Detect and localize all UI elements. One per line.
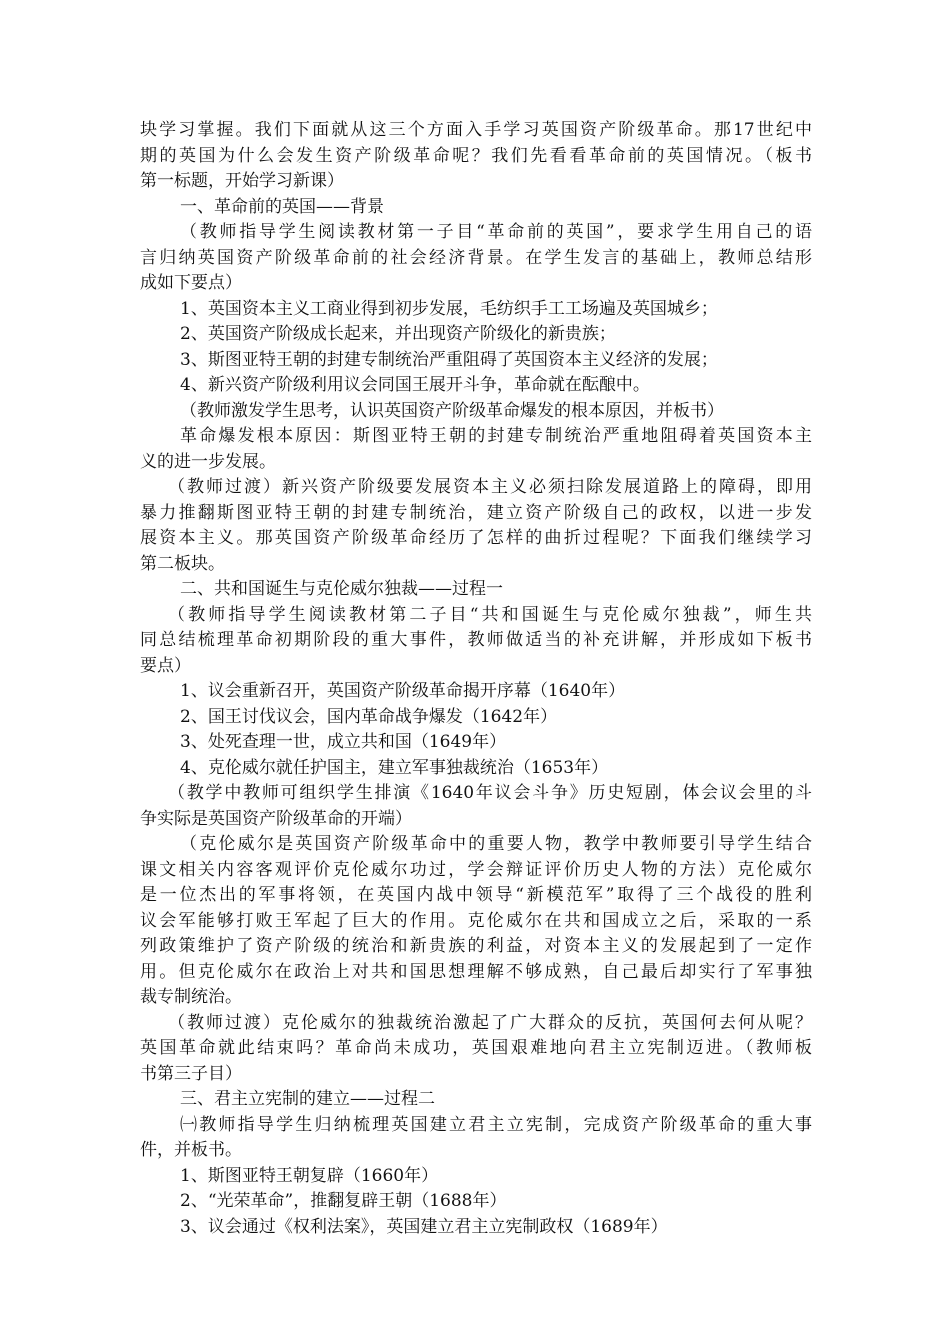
section-heading-1 <box>140 195 812 221</box>
text-line: （教学中教师可组织学生排演《1640年议会斗争》历史短剧，体会议会里的斗 <box>168 783 812 803</box>
point-3-3 <box>140 1215 812 1241</box>
intro-paragraph <box>140 118 812 195</box>
text-line: 列政策维护了资产阶级的统治和新贵族的利益，对资本主义的发展起到了一定作 <box>140 936 812 956</box>
text-line: （教师激发学生思考，认识英国资产阶级革命爆发的根本原因，并板书） <box>180 400 724 421</box>
text-line: 2、英国资产阶级成长起来，并出现资产阶级化的新贵族； <box>180 324 616 344</box>
text-line: 课文相关内容客观评价克伦威尔功过，学会辩证评价历史人物的方法）克伦威尔 <box>140 859 812 880</box>
text-line: 1、英国资本主义工商业得到初步发展，毛纺织手工工场遍及英国城乡； <box>180 298 718 319</box>
point-3-2 <box>140 1189 812 1215</box>
text-line: （克伦威尔是英国资产阶级革命中的重要人物，教学中教师要引导学生结合 <box>180 834 812 854</box>
text-line: 同总结梳理革命初期阶段的重大事件，教师做适当的补充讲解，并形成如下板书 <box>140 630 812 650</box>
text-line: 2、国王讨伐议会，国内革命战争爆发（1642年） <box>180 706 558 727</box>
text-line: 义的进一步发展。 <box>140 451 276 472</box>
teacher-note-4 <box>140 781 812 832</box>
text-line: 争实际是英国资产阶级革命的开端） <box>140 808 412 829</box>
point-2-1 <box>140 679 812 705</box>
text-line: 3、斯图亚特王朝的封建专制统治严重阻碍了英国资本主义经济的发展； <box>180 349 718 370</box>
text-line: 暴力推翻斯图亚特王朝的封建专制统治，建立资产阶级自己的政权，以进一步发 <box>140 502 812 523</box>
point-3-1 <box>140 1164 812 1190</box>
text-line: 3、处死查理一世，成立共和国（1649年） <box>180 732 507 752</box>
transition-2 <box>140 1011 812 1088</box>
text-line: 革命爆发根本原因：斯图亚特王朝的封建专制统治严重地阻碍着英国资本主 <box>180 426 812 446</box>
text-line: 第一标题，开始学习新课） <box>140 171 344 191</box>
point-1-1 <box>140 297 812 323</box>
text-line: 第二板块。 <box>140 553 225 574</box>
text-line: 1、议会重新召开，英国资产阶级革命揭开序幕（1640年） <box>180 681 626 701</box>
point-2-2 <box>140 705 812 731</box>
text-line: （教师指导学生阅读教材第一子目“革命前的英国”，要求学生用自己的语 <box>180 222 812 242</box>
teacher-note-1 <box>140 220 812 297</box>
point-1-2 <box>140 322 812 348</box>
text-line: （教师过渡）新兴资产阶级要发展资本主义必须扫除发展道路上的障碍，即用 <box>168 477 812 497</box>
text-line: ㈠教师指导学生归纳梳理英国建立君主立宪制，完成资产阶级革命的重大事 <box>180 1114 812 1135</box>
text-line: （教师指导学生阅读教材第二子目“共和国诞生与克伦威尔独裁”，师生共 <box>168 604 812 625</box>
teacher-note-2 <box>140 399 812 425</box>
teacher-note-3 <box>140 603 812 680</box>
text-line: 1、斯图亚特王朝复辟（1660年） <box>180 1165 439 1186</box>
transition-1 <box>140 475 812 577</box>
text-line: 一、革命前的英国——背景 <box>180 196 384 217</box>
text-line: 用。但克伦威尔在政治上对共和国思想理解不够成熟，自己最后却实行了军事独 <box>140 961 812 982</box>
text-line: 裁专制统治。 <box>140 987 242 1007</box>
text-line: 4、克伦威尔就任护国主，建立军事独裁统治（1653年） <box>180 757 609 778</box>
text-line: 成如下要点） <box>140 273 242 293</box>
teacher-note-5 <box>140 1113 812 1164</box>
text-line: 三、君主立宪制的建立——过程二 <box>180 1089 435 1109</box>
text-line: 要点） <box>140 655 191 676</box>
point-2-3 <box>140 730 812 756</box>
text-line: （教师过渡）克伦威尔的独裁统治激起了广大群众的反抗，英国何去何从呢？ <box>168 1012 812 1033</box>
point-1-4 <box>140 373 812 399</box>
text-line: 2、“光荣革命”，推翻复辟王朝（1688年） <box>180 1191 507 1211</box>
root-cause-paragraph <box>140 424 812 475</box>
document-page <box>140 118 812 1240</box>
section-heading-2 <box>140 577 812 603</box>
text-line: 展资本主义。那英国资产阶级革命经历了怎样的曲折过程呢？下面我们继续学习 <box>140 528 812 548</box>
text-line: 块学习掌握。我们下面就从这三个方面入手学习英国资产阶级革命。那17世纪中 <box>140 120 812 140</box>
point-1-3 <box>140 348 812 374</box>
section-heading-3 <box>140 1087 812 1113</box>
text-line: 3、议会通过《权利法案》，英国建立君主立宪制政权（1689年） <box>180 1216 668 1237</box>
point-2-4 <box>140 756 812 782</box>
text-line: 英国革命就此结束吗？革命尚未成功，英国艰难地向君主立宪制迈进。（教师板 <box>140 1038 812 1058</box>
text-line: 言归纳英国资产阶级革命前的社会经济背景。在学生发言的基础上，教师总结形 <box>140 247 812 268</box>
text-line: 件，并板书。 <box>140 1140 242 1160</box>
cromwell-paragraph <box>140 832 812 1011</box>
text-line: 期的英国为什么会发生资产阶级革命呢？我们先看看革命前的英国情况。（板书 <box>140 145 812 166</box>
text-line: 二、共和国诞生与克伦威尔独裁——过程一 <box>180 579 503 599</box>
text-line: 是一位杰出的军事将领，在英国内战中领导“新模范军”取得了三个战役的胜利 <box>140 885 812 905</box>
text-line: 书第三子目） <box>140 1063 242 1084</box>
text-line: 4、新兴资产阶级利用议会同国王展开斗争，革命就在酝酿中。 <box>180 375 650 395</box>
text-line: 议会军能够打败王军起了巨大的作用。克伦威尔在共和国成立之后，采取的一系 <box>140 910 812 931</box>
